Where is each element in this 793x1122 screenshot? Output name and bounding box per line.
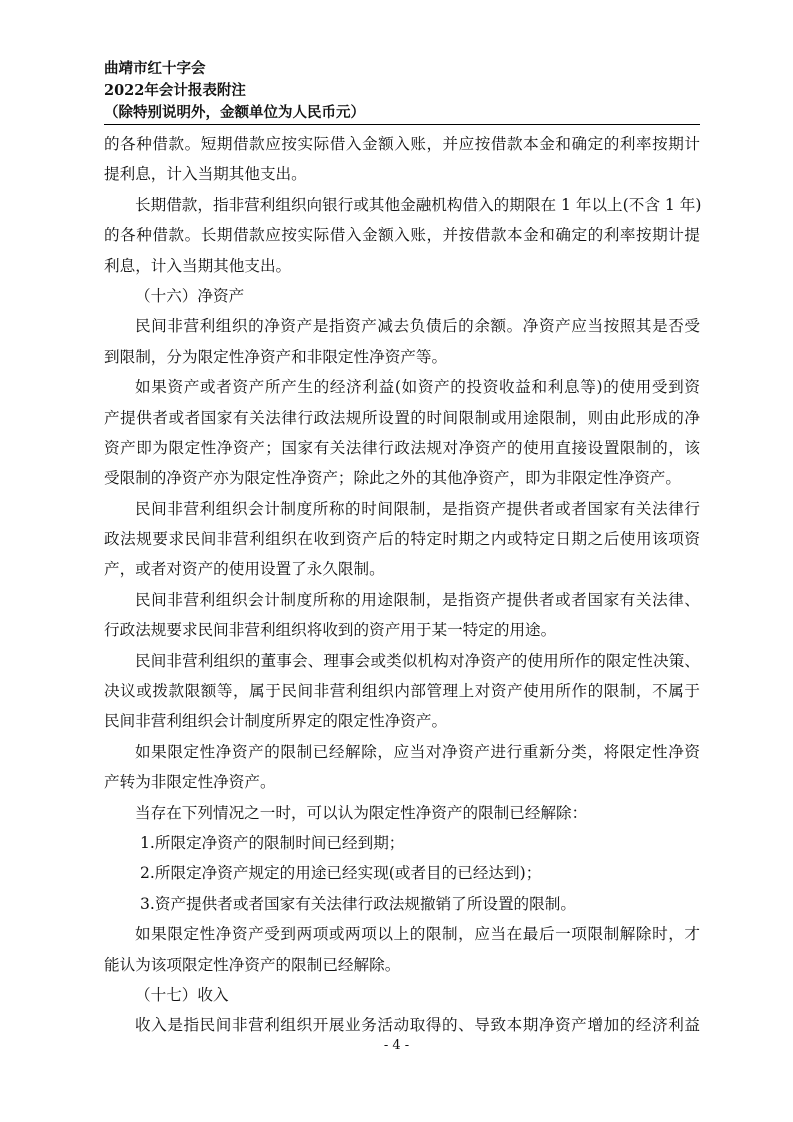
currency-note: （除特别说明外，金额单位为人民币元） [104, 104, 365, 121]
section-heading: （十六）净资产 [135, 286, 245, 305]
text-line: 如果限定性净资产受到两项或两项以上的限制，应当在最后一项限制解除时，才 [135, 925, 700, 944]
text-line: 到限制，分为限定性净资产和非限定性净资产等。 [104, 347, 448, 366]
header-rule [104, 124, 700, 125]
text-line: 民间非营利组织会计制度所称的用途限制，是指资产提供者或者国家有关法律、 [135, 590, 700, 609]
report-title: 2022年会计报表附注 [104, 82, 246, 99]
text-line: 政法规要求民间非营利组织在收到资产后的特定时期之内或特定日期之后使用该项资 [104, 530, 700, 549]
text-line: 行政法规要求民间非营利组织将收到的资产用于某一特定的用途。 [104, 621, 557, 640]
list-item: 3.资产提供者或者国家有关法律行政法规撤销了所设置的限制。 [140, 894, 576, 913]
document-body [104, 129, 700, 1041]
text-line: 民间非营利组织的净资产是指资产减去负债后的余额。净资产应当按照其是否受 [135, 317, 700, 336]
text-line: 的各种借款。短期借款应按实际借入金额入账，并应按借款本金和确定的利率按期计 [104, 135, 700, 153]
section-heading: （十七）收入 [135, 985, 229, 1004]
text-line: 民间非营利组织会计制度所界定的限定性净资产。 [104, 712, 448, 731]
page-number: - 4 - [383, 1038, 410, 1053]
text-line: 能认为该项限定性净资产的限制已经解除。 [104, 955, 401, 974]
text-line: 产提供者或者国家有关法律行政法规所设置的时间限制或用途限制，则由此形成的净 [104, 408, 700, 427]
text-line: 受限制的净资产亦为限定性净资产；除此之外的其他净资产，即为非限定性净资产。 [104, 469, 681, 488]
list-item: 1.所限定净资产的限制时间已经到期； [140, 833, 405, 852]
text-line: 的各种借款。长期借款应按实际借入金额入账，并按借款本金和确定的利率按期计提 [104, 226, 700, 245]
text-line: 产转为非限定性净资产。 [104, 773, 276, 792]
text-line: 资产即为限定性净资产；国家有关法律行政法规对净资产的使用直接设置限制的，该 [104, 438, 700, 457]
text-line: 长期借款，指非营利组织向银行或其他金融机构借入的期限在 1 年以上(不含 1 年) [135, 195, 702, 214]
text-line: 民间非营利组织会计制度所称的时间限制，是指资产提供者或者国家有关法律行 [135, 499, 700, 518]
organization-name: 曲靖市红十字会 [104, 60, 206, 77]
text-line: 如果资产或者资产所产生的经济利益(如资产的投资收益和利息等)的使用受到资 [135, 378, 700, 397]
text-line: 产，或者对资产的使用设置了永久限制。 [104, 560, 385, 579]
text-line: 利息，计入当期其他支出。 [104, 256, 292, 275]
text-line: 决议或拨款限额等，属于民间非营利组织内部管理上对资产使用所作的限制，不属于 [104, 682, 700, 701]
text-line: 如果限定性净资产的限制已经解除，应当对净资产进行重新分类，将限定性净资 [135, 742, 700, 761]
text-line: 收入是指民间非营利组织开展业务活动取得的、导致本期净资产增加的经济利益 [135, 1016, 700, 1035]
text-line: 民间非营利组织的董事会、理事会或类似机构对净资产的使用所作的限定性决策、 [135, 651, 700, 670]
list-item: 2.所限定净资产规定的用途已经实现(或者目的已经达到)； [140, 864, 542, 883]
text-line: 当存在下列情况之一时，可以认为限定性净资产的限制已经解除： [135, 803, 588, 822]
document-header [104, 58, 704, 124]
text-line: 提利息，计入当期其他支出。 [104, 165, 307, 184]
